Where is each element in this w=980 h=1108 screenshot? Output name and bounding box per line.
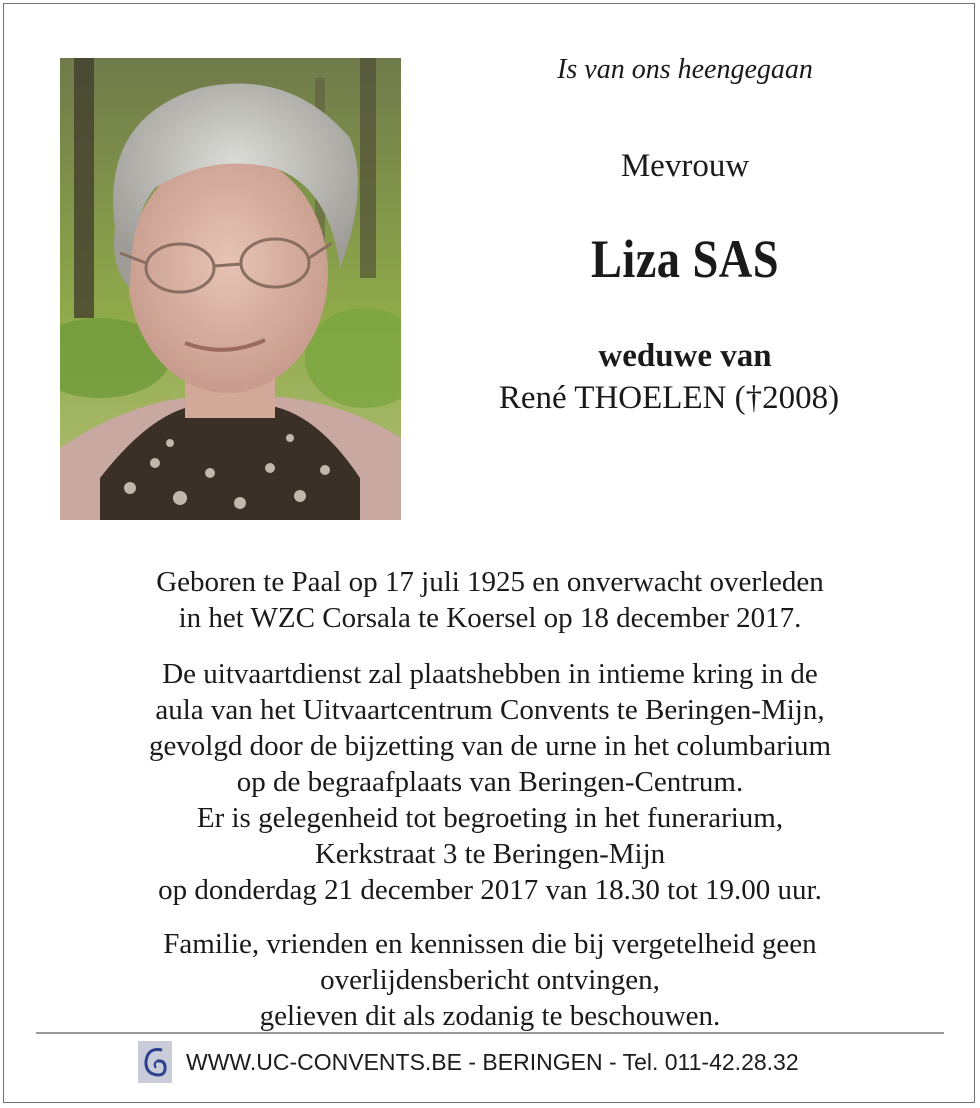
- family-paragraph: [40, 926, 940, 1034]
- deceased-name: Liza SAS: [591, 229, 779, 289]
- footer-divider: [36, 1032, 944, 1034]
- paragraph-line: op donderdag 21 december 2017 van 18.30 tot 19.00 uur.: [158, 874, 822, 906]
- spouse-name: René THOELEN (†2008): [498, 380, 840, 416]
- birth-death-paragraph: [40, 564, 940, 636]
- paragraph-line: Er is gelegenheid tot begroeting in het funerarium,: [196, 802, 784, 834]
- paragraph-line: overlijdensbericht ontvingen,: [320, 964, 660, 996]
- footer: [138, 1040, 799, 1084]
- portrait-photo: [60, 58, 401, 520]
- salutation: Mevrouw: [620, 148, 750, 184]
- funeral-paragraph: [40, 656, 940, 908]
- paragraph-line: in het WZC Corsala te Koersel op 18 december 2017.: [178, 602, 802, 634]
- paragraph-line: Geboren te Paal op 17 juli 1925 en onverwacht overleden: [156, 566, 824, 598]
- paragraph-line: gevolgd door de bijzetting van de urne in het columbarium: [148, 730, 832, 762]
- relation-label: weduwe van: [598, 338, 772, 374]
- paragraph-line: op de begraafplaats van Beringen-Centrum.: [236, 766, 744, 798]
- footer-contact: WWW.UC-CONVENTS.BE - BERINGEN - Tel. 011-42.28.32: [186, 1048, 799, 1075]
- uc-convents-logo-icon: [138, 1041, 172, 1083]
- paragraph-line: Kerkstraat 3 te Beringen-Mijn: [314, 838, 666, 870]
- paragraph-line: gelieven dit als zodanig te beschouwen.: [259, 1000, 721, 1032]
- paragraph-line: De uitvaartdienst zal plaatshebben in intieme kring in de: [162, 658, 818, 690]
- paragraph-line: Familie, vrienden en kennissen die bij vergetelheid geen: [163, 928, 817, 960]
- intro-text: Is van ons heengegaan: [557, 54, 813, 85]
- paragraph-line: aula van het Uitvaartcentrum Convents te Beringen-Mijn,: [155, 694, 825, 726]
